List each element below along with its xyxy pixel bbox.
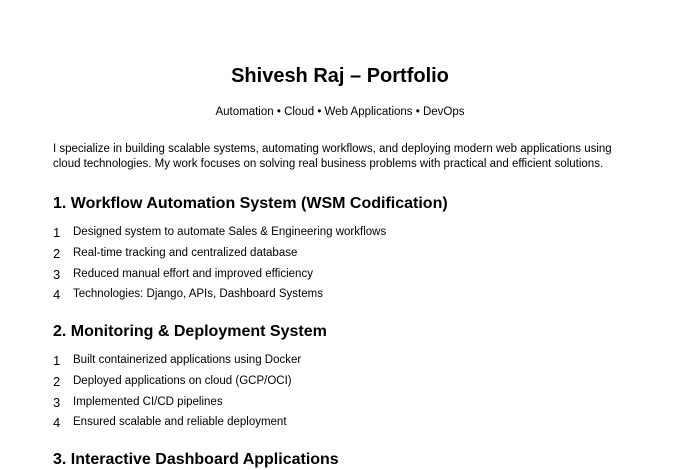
list-item-text: Implemented CI/CD pipelines [73,395,223,408]
list-item-text: Ensured scalable and reliable deployment [73,416,287,429]
list-item-text: Technologies: Django, APIs, Dashboard Systems [73,288,323,301]
list-item [53,350,633,371]
list-number: 3 [53,266,61,282]
list-item [53,264,633,285]
section-monitoring-deployment [53,322,633,433]
page-subtitle: Automation • Cloud • Web Applications • DevOps [215,106,465,118]
list-number: 3 [53,394,61,410]
page-title: Shivesh Raj – Portfolio [231,65,449,87]
list-item [53,284,633,305]
list-number: 4 [53,415,61,431]
list-number: 1 [53,353,61,368]
intro-paragraph: I specialize in building scalable systems, automating workflows, and deploying modern web applications using cloud technologies. My work focuses on solving real business problems with practical and efficient solutions. [53,143,612,170]
list-item-text: Reduced manual effort and improved efficiency [73,267,313,280]
list-number: 4 [53,287,61,303]
list-item [53,392,633,413]
section-heading: 1. Workflow Automation System (WSM Codification) [53,195,448,212]
list-item [53,412,633,433]
section-heading: 3. Interactive Dashboard Applications [53,451,339,468]
list-item-text: Deployed applications on cloud (GCP/OCI) [73,374,292,387]
section-list [53,222,633,305]
section-list [53,350,633,433]
list-item-text: Built containerized applications using Docker [73,354,302,366]
section-workflow-automation [53,194,633,305]
list-item [53,222,633,243]
section-interactive-dashboards [53,450,633,470]
section-heading: 2. Monitoring & Deployment System [53,323,327,340]
list-number: 2 [53,373,61,389]
list-item [53,243,633,264]
list-number: 2 [53,245,61,261]
list-item [53,371,633,392]
list-number: 1 [53,225,61,240]
list-item-text: Designed system to automate Sales & Engineering workflows [73,226,387,238]
list-item-text: Real-time tracking and centralized database [73,246,298,259]
